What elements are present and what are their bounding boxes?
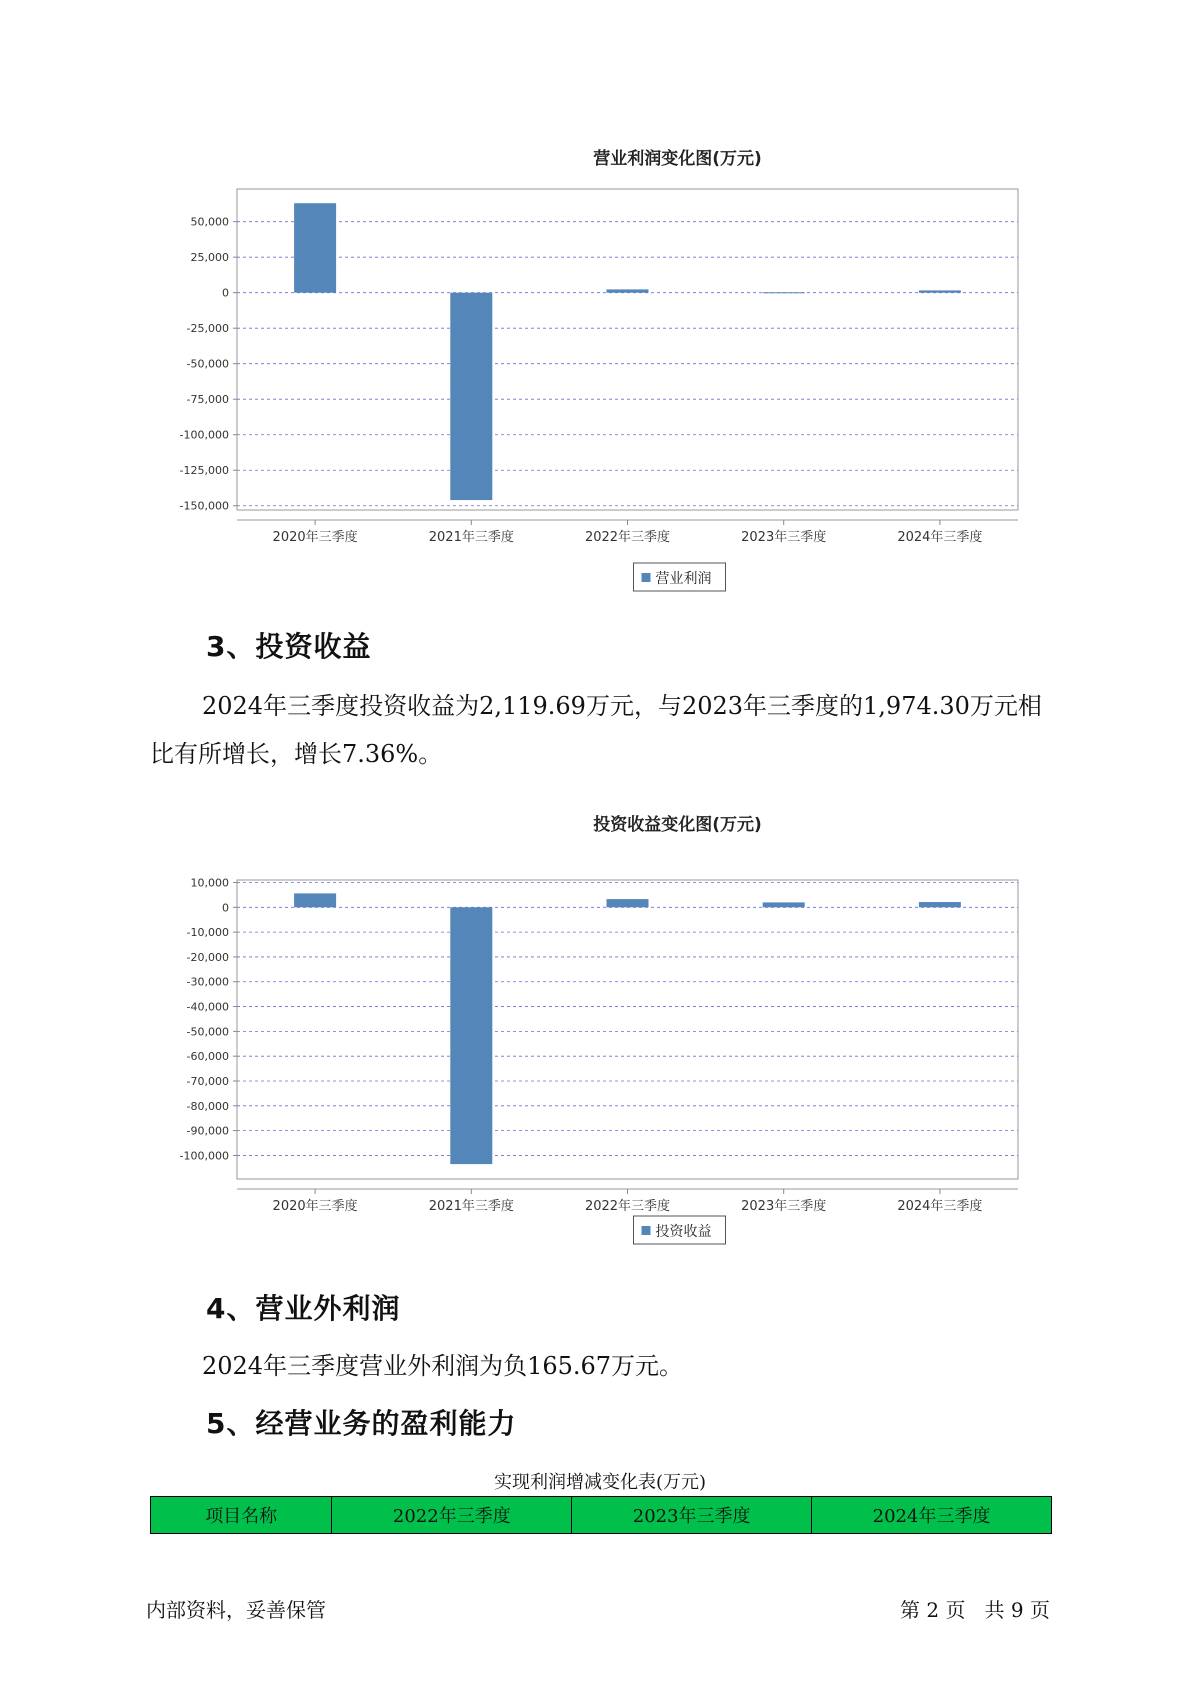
x-tick-label: 2020年三季度 [272,530,358,545]
y-tick-label: -100,000 [179,428,229,442]
bar-2023年三季度 [763,292,805,293]
y-tick-label: 0 [222,901,229,915]
y-tick-label: 50,000 [190,215,229,229]
x-tick-label: 2024年三季度 [897,1199,983,1214]
y-tick-label: 0 [222,286,229,300]
y-tick-label: 10,000 [190,876,229,890]
footer-confidential-note: 内部资料，妥善保管 [146,1598,326,1622]
bar-2021年三季度 [450,907,492,1164]
bar-2022年三季度 [607,289,649,292]
paragraph-non-operating-profit: 2024年三季度营业外利润为负165.67万元。 [202,1352,684,1380]
y-tick-label: -30,000 [186,975,229,989]
y-tick-label: -10,000 [186,926,229,940]
table-caption: 实现利润增减变化表(万元) [493,1472,707,1493]
bar-2024年三季度 [919,902,961,907]
x-tick-label: 2022年三季度 [584,530,671,545]
footer-page-number: 第 2 页 共 9 页 [900,1598,1050,1622]
bar-2024年三季度 [919,290,961,292]
y-tick-label: -20,000 [186,950,229,964]
operating-profit-chart [150,140,1050,600]
x-tick-label: 2021年三季度 [428,1199,514,1214]
x-tick-label: 2023年三季度 [741,530,827,545]
y-tick-label: -70,000 [186,1074,229,1088]
paragraph-investment-income: 2024年三季度投资收益为2,119.69万元，与2023年三季度的1,974.30万元相比有所增长，增长7.36%。 [150,692,1042,768]
y-tick-label: -25,000 [186,322,229,336]
legend-swatch [642,1226,651,1235]
legend-swatch [642,573,651,582]
table-header-2024q3: 2024年三季度 [812,1497,1052,1534]
plot-area [237,880,1018,1179]
x-tick-label: 2023年三季度 [741,1199,827,1214]
table-header-2022q3: 2022年三季度 [332,1497,572,1534]
plot-area [237,189,1018,510]
heading-non-operating-profit: 4、营业外利润 [206,1292,401,1325]
legend-label: 营业利润 [655,571,712,587]
y-tick-label: -40,000 [186,1000,229,1014]
bar-2023年三季度 [763,902,805,907]
investment-income-chart-svg [150,806,1050,1246]
y-tick-label: -50,000 [186,1025,229,1039]
x-tick-label: 2024年三季度 [897,530,983,545]
y-tick-label: -150,000 [179,499,229,513]
y-tick-label: -90,000 [186,1124,229,1138]
x-tick-label: 2020年三季度 [272,1199,358,1214]
heading-investment-income: 3、投资收益 [206,630,372,663]
y-tick-label: 25,000 [190,251,229,265]
bar-2022年三季度 [607,899,649,907]
legend-label: 投资收益 [655,1224,712,1240]
table-header-2023q3: 2023年三季度 [572,1497,812,1534]
x-tick-label: 2021年三季度 [428,530,514,545]
chart-title: 营业利润变化图(万元) [593,149,762,169]
operating-profit-chart-svg [150,140,1050,600]
y-tick-label: -80,000 [186,1099,229,1113]
y-tick-label: -125,000 [179,464,229,478]
bar-2020年三季度 [294,203,336,292]
table-header-row [151,1497,1052,1534]
bar-2021年三季度 [450,293,492,500]
bar-2020年三季度 [294,893,336,907]
chart-title: 投资收益变化图(万元) [593,815,762,835]
x-tick-label: 2022年三季度 [584,1199,671,1214]
investment-income-chart [150,806,1050,1246]
y-tick-label: -60,000 [186,1050,229,1064]
profit-change-table [150,1496,1052,1534]
y-tick-label: -50,000 [186,357,229,371]
table-header-item-name: 项目名称 [151,1497,332,1534]
heading-profitability: 5、经营业务的盈利能力 [206,1407,517,1440]
y-tick-label: -75,000 [186,393,229,407]
y-tick-label: -100,000 [179,1149,229,1163]
